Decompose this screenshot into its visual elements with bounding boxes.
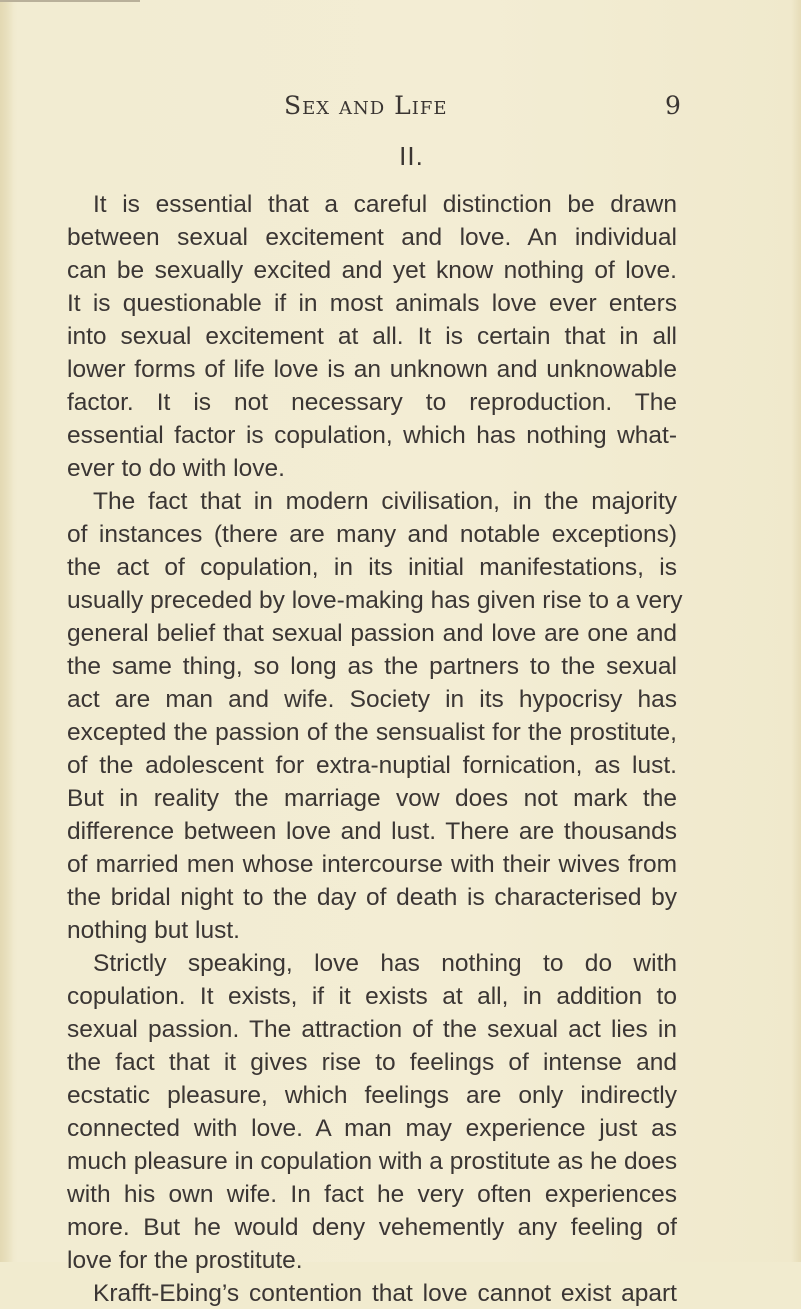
page-header [0,91,801,121]
text-line: essential factor is copulation, which has nothing what- [67,422,677,449]
text-line: into sexual excitement at all. It is certain that in all [67,323,677,350]
text-line: difference between love and lust. There are thousands [67,818,677,845]
text-line: act are man and wife. Society in its hypocrisy has [67,686,677,713]
text-line: excepted the passion of the sensualist for the prostitute, [67,719,677,746]
running-title: Sex and Life [284,91,448,120]
text-line: the bridal night to the day of death is characterised by [67,884,677,911]
text-line: It is questionable if in most animals love ever enters [67,290,677,317]
text-line: usually preceded by love-making has given rise to a very [67,587,683,614]
text-line: ever to do with love. [67,455,285,482]
text-line: connected with love. A man may experience just as [67,1115,677,1142]
text-line: The fact that in modern civilisation, in the majority [93,488,677,515]
page-top-edge-line [0,0,140,2]
text-line: between sexual excitement and love. An individual [67,224,677,251]
text-line: general belief that sexual passion and love are one and [67,620,677,647]
page-right-edge-shadow [791,0,801,1262]
text-line: lower forms of life love is an unknown and unknowable [67,356,677,383]
text-line: of instances (there are many and notable exceptions) [67,521,677,548]
text-line: ecstatic pleasure, which feelings are only indirectly [67,1082,677,1109]
text-line: with his own wife. In fact he very often experiences [67,1181,677,1208]
text-line: nothing but lust. [67,917,240,944]
text-line: the same thing, so long as the partners to the sexual [67,653,677,680]
section-heading: II. [399,141,424,171]
text-line: copulation. It exists, if it exists at all, in addition to [67,983,677,1010]
text-line: love for the prostitute. [67,1247,303,1274]
text-line: the fact that it gives rise to feelings of intense and [67,1049,677,1076]
text-line: Krafft-Ebing’s contention that love cannot exist apart [93,1280,677,1307]
text-line: much pleasure in copulation with a prostitute as he does [67,1148,678,1175]
text-line: the act of copulation, in its initial manifestations, is [67,554,677,581]
page-left-edge-shadow [0,0,14,1262]
page-number: 9 [665,91,681,120]
text-line: But in reality the marriage vow does not mark the [67,785,677,812]
text-line: It is essential that a careful distinction be drawn [93,191,677,218]
text-line: of the adolescent for extra-nuptial fornication, as lust. [67,752,677,779]
text-line: of married men whose intercourse with their wives from [67,851,677,878]
text-line: more. But he would deny vehemently any feeling of [67,1214,677,1241]
text-line: sexual passion. The attraction of the sexual act lies in [67,1016,677,1043]
text-line: Strictly speaking, love has nothing to do with [93,950,677,977]
text-line: factor. It is not necessary to reproduction. The [67,389,677,416]
text-line: can be sexually excited and yet know nothing of love. [67,257,677,284]
